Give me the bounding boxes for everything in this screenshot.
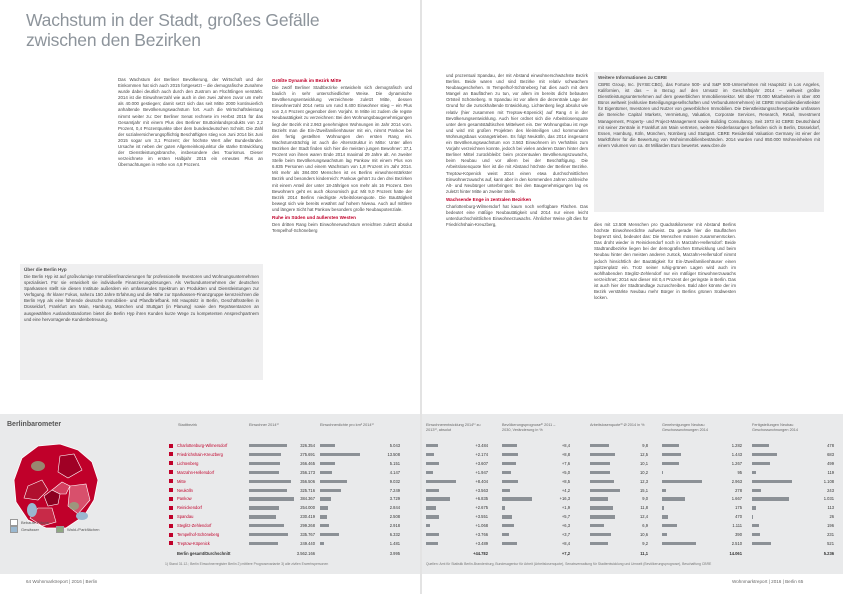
population-value: 325.716	[300, 487, 315, 493]
completions-bar	[752, 542, 771, 545]
prognosis-bar	[502, 515, 512, 518]
permits-value: 175	[735, 505, 742, 511]
barometer-title: Berlinbarometer	[7, 421, 62, 428]
density-value: 1.481	[389, 540, 400, 546]
district-name: Neukölln	[177, 487, 193, 493]
completions-value: 1.108	[823, 478, 834, 484]
table-row	[422, 460, 843, 467]
prognosis-value: +4,2	[561, 487, 570, 493]
unemployment-bar	[590, 506, 613, 509]
district-name: Lichtenberg	[177, 460, 199, 466]
permits-value: 1.267	[731, 460, 742, 466]
permits-value: 95	[737, 469, 742, 475]
unemployment-value: 12,5	[640, 451, 648, 457]
unemployment-value: 10,2	[640, 469, 648, 475]
development-bar	[426, 497, 450, 500]
density-value: 5.043	[389, 443, 400, 448]
header-einwohnerdichte: Einwohnerdichte pro km² 2014¹⁾	[320, 423, 374, 427]
cbre-text: CBRE Group, Inc. (NYSE:CBG), das Fortune 500- und S&P 500-Unternehmen mit Hauptsitz in Los Angeles, Kalifornien, ist das – in Bezug auf den Umsatz im Geschäftsjahr 2014 – weltweit größte Dienstleistungsunternehmen auf dem gewerblichen Immobiliensektor. Mit über 70.000 Mitarbeitern in über 400 Büros weltweit (exklusive Beteiligungsgesellschaften und Verbundunternehmen) ist CBRE Immobiliendienstleister für Eigentümer, Investoren und Nutzer von gewerblichen Immobilien. Die Dienstleistungsschwerpunkte umfassen die Bereiche Capital Markets, Vermietung, Valuation, Corporate Services, Research, Retail, Investment Management, Property- und Project-Management sowie Building Consultancy. Seit 1973 ist CBRE Deutschland mit seiner Zentrale in Frankfurt am Main vertreten, weitere Niederlassungen befinden sich in Berlin, Düsseldorf, Essen, Hamburg, Köln, München, Nürnberg und Stuttgart. CBRE Residential Valuation Germany ist einer der Marktführer für die Bewertung von Wohnimmobilienbeständen. 2014 wurden rund 850.000 Wohneinheiten mit einem Volumen von ca. 48 Milliarden Euro bewertet. www.cbre.de	[598, 82, 820, 148]
table-row	[165, 522, 415, 529]
unemployment-value: 12,3	[640, 478, 648, 484]
development-value: +2.675	[475, 505, 488, 511]
completions-value: 231	[827, 532, 834, 537]
permits-value: 1.282	[731, 443, 742, 448]
completions-value: 26	[829, 514, 834, 520]
district-name: Spandau	[177, 514, 194, 520]
completions-value: 5.236	[823, 550, 834, 556]
development-value: +2.174	[475, 451, 488, 457]
district-marker	[169, 515, 173, 519]
density-value: 3.995	[389, 550, 400, 556]
completions-bar	[752, 480, 792, 483]
header-stadtbezirk: Stadtbezirk	[178, 423, 197, 427]
development-bar	[426, 453, 434, 456]
permits-value: 2.510	[731, 540, 742, 546]
completions-bar	[752, 471, 756, 474]
density-bar	[320, 542, 324, 545]
unemployment-value: 6,9	[642, 523, 648, 529]
population-value: 254.000	[300, 505, 315, 511]
density-value: 2.918	[389, 523, 400, 529]
permits-bar	[662, 506, 664, 509]
district-name: Tempelhof-Schöneberg	[177, 532, 220, 537]
permits-value: 1.667	[731, 496, 742, 502]
unemployment-bar	[590, 533, 611, 536]
prognosis-bar	[502, 480, 518, 483]
prognosis-bar	[502, 506, 505, 509]
completions-value: 521	[827, 540, 834, 546]
prognosis-value: +8,5	[561, 478, 570, 484]
permits-value: 278	[735, 487, 742, 493]
population-value: 249.440	[300, 540, 315, 546]
completions-bar	[752, 489, 761, 492]
permits-bar	[662, 471, 663, 474]
completions-bar	[752, 515, 753, 518]
unemployment-bar	[590, 524, 604, 527]
table-row	[422, 487, 843, 494]
berlin-hyp-box	[20, 264, 263, 380]
prognosis-value: +7,6	[561, 460, 570, 466]
district-name: Mitte	[177, 478, 186, 484]
header-prognose: Bevölkerungsprognose²⁾ 2011 – 2030, Veränderung in %	[502, 423, 556, 432]
table-row	[422, 540, 843, 547]
permits-value: 390	[735, 532, 742, 537]
population-value: 3.562.166	[296, 550, 315, 556]
district-name: Friedrichshain-Kreuzberg	[177, 451, 223, 457]
header-arbeitslosenquote: Arbeitslosenquote³⁾ Ø 2014 in %	[590, 423, 645, 427]
table-row	[422, 469, 843, 476]
header-fertigstellungen: Fertigstellungen Neubau Geschosswohnungen 2014	[752, 423, 799, 432]
prognosis-bar	[502, 524, 514, 527]
development-value: +3.551	[475, 514, 488, 520]
table-total-row	[165, 550, 415, 557]
unemployment-value: 10,1	[640, 460, 648, 466]
development-value: +8.404	[475, 478, 488, 484]
density-bar	[320, 453, 360, 456]
development-bar	[426, 462, 439, 465]
density-bar	[320, 471, 332, 474]
development-value: +3.607	[475, 460, 488, 466]
density-bar	[320, 533, 339, 536]
population-bar	[249, 515, 276, 518]
column-2: Größte Dynamik im Bezirk Mitte Die zwölf Berliner Stadtbezirke entwickeln sich demografisch und baulich in sehr unterschiedlicher Weise. Die dynamische Bevölkerungsentwicklung verzeichnete zuletzt Mitte, dessen Einwohnerzahl 2014 netto um rund 8.400 Einwohner stieg – ein Plus von 2,4 Prozent gegenüber dem Vorjahr. In Mitte ist zudem die regste Neubautätigkeit zu verzeichnen: Bei den Wohnungsbaugenehmigungen liegt der Bezirk mit 2.963 genehmigten Wohnungen im Jahr 2014 vorn. Bezieht man die Ein-/Zweifamilienhäuser mit ein, nimmt Pankow bei den fertig gestellten Wohnungen den ersten Rang ein. Wachstumsträchtig ist auch die Altersstruktur in Mitte: Unter allen Bezirken der Stadt finden sich hier die meisten jungen Bewohner: 37,1 Prozent von ihnen waren Ende 2014 maximal 29 Jahre alt. An zweiter Stelle beim Bevölkerungswachstum lag Pankow mit einem Plus von 6.835 Personen und einem Wachstum von 1,8 Prozent im Jahr 2014. Mit mehr als 384.000 Menschen ist es Berlins einwohnerstärkster Bezirk und besonders kinderreich: Pankow gehört zu den drei Bezirken mit einem Anteil der unter 18-Jährigen von mehr als 16 Prozent. Den Bewohnern geht es auch ökonomisch gut: Mit 9,0 Prozent hatte der Bezirk 2014 Berlins niedrigste Arbeitslosenquote. Die Bautätigkeit bewegt sich wie bereits erwähnt auf hohem Niveau. Auch auf mittlere und längere Sicht hat Pankow besonders große Neubaupotenziale. Ruhe im Süden und äußersten Westen Den dritten Rang beim Einwohnerwachstum erreichten zuletzt absolut Tempelhof-Schöneberg	[272, 78, 412, 234]
completions-value: 683	[827, 451, 834, 457]
table-row	[422, 442, 843, 449]
district-marker	[169, 497, 173, 501]
district-marker	[169, 452, 173, 456]
completions-value: 113	[827, 505, 834, 511]
district-name: Treptow-Köpenick	[177, 540, 210, 546]
table-total-row	[422, 550, 843, 557]
cbre-heading: Weitere Informationen zu CBRE	[598, 75, 668, 80]
development-bar	[426, 524, 430, 527]
section-heading-enge: Wachsende Enge in zentralen Bezirken	[446, 196, 532, 202]
table-row	[165, 478, 415, 485]
completions-value: 499	[827, 460, 834, 466]
prognosis-value: +3,7	[561, 532, 570, 537]
development-value: +6.835	[475, 496, 488, 502]
density-bar	[320, 497, 331, 500]
development-value: +44.782	[473, 550, 488, 556]
density-value: 7.249	[389, 487, 400, 493]
district-marker	[169, 444, 173, 448]
density-value: 4.147	[389, 469, 400, 475]
prognosis-value: +8,8	[561, 451, 570, 457]
development-bar	[426, 515, 439, 518]
unemployment-bar	[590, 489, 620, 492]
completions-bar	[752, 524, 759, 527]
permits-bar	[662, 462, 679, 465]
unemployment-bar	[590, 471, 610, 474]
table-row	[165, 540, 415, 547]
column-3: und prozentual Spandau, der mit Abstand einwohnerschwächste Bezirk Berlins. Beide waren und sind Bezirke mit relativ schwachem Neubaugeschehen. In Tempelhof-Schöneberg hat dies auch mit dem Mangel an Bauflächen zu tun, vor allem im bereits dicht bebauten Ortsteil Schöneberg. In Spandau ist vor allem die dezentrale Lage der Grund für die zurückhaltende Entwicklung. Lichtenberg liegt absolut wie relativ (hier zusammen mit Treptow-Köpenick) auf Rang 4 in der Bevölkerungsentwicklung. Auch hier ordnet sich die Arbeitslosenquote unter dem gesamtstädtischen Mittelwert ein. Der Wohnungsbau ist rege und wird mit großen Projekten des kleinteiligen und kommunalen Wohnungsbaus vorangetrieben. Es folgt Neukölln, das 2014 insgesamt ein Bevölkerungswachstum von 3.563 Einwohnern im Verhältnis zum Vorjahr verzeichnen konnte, jedoch bei vielen anderen Daten hinter dem Berliner Mittel zurückbleibt: beim prozentualen Bevölkerungszuwachs, beim Neubau und vor allem bei der Beschäftigung. Die Arbeitslosenquote hier ist die mit Abstand höchste der Berliner Bezirke. Treptow-Köpenick weist 2014 einen etwa durchschnittlichen Einwohnerzuwachs auf, kann aber in den kommenden Jahren zahlreiche Alt- und Neubürger unterbringen: Bei den Baugenehmigungen lag es zuletzt hinter Mitte an zweiter Stelle. Wachsende Enge in zentralen Bezirken Charlottenburg-Wilmersdorf hat kaum noch verfügbare Flächen. Das bedeutet eine mäßige Neubautätigkeit und 2014 nur einen leicht unterdurchschnittlichen Einwohnerzuwachs. Ähnlicher Weise gilt dies für Friedrichshain-Kreuzberg,	[446, 73, 588, 228]
district-marker	[169, 524, 173, 528]
population-value: 384.367	[300, 496, 315, 502]
header-einwohnerentwicklung: Einwohnerentwicklung 2014¹⁾ zu 2013¹⁾, absolut	[426, 423, 481, 432]
permits-bar	[662, 453, 681, 456]
density-bar	[320, 462, 335, 465]
unemployment-bar	[590, 444, 609, 447]
development-value: +3.484	[475, 443, 488, 448]
folio-right: Wohnmarktreport | 2016 | Berlin 65	[732, 579, 804, 584]
section-heading-sueden: Ruhe im Süden und äußersten Westen	[272, 214, 356, 220]
prognosis-value: +1,9	[561, 505, 570, 511]
table-row	[422, 451, 843, 458]
berlin-hyp-heading: Über die Berlin Hyp	[24, 267, 67, 272]
unemployment-value: 12,4	[640, 514, 648, 520]
completions-bar	[752, 533, 760, 536]
legend-item-wald: Wald-/Parkflächen	[56, 526, 100, 533]
table-row	[165, 487, 415, 494]
page-title: Wachstum in der Stadt, großes Gefälle zwischen den Bezirken	[26, 10, 320, 50]
development-value: +1.947	[475, 469, 488, 475]
development-bar	[426, 489, 439, 492]
district-name: Reinickendorf	[177, 505, 203, 511]
development-value: +3.489	[475, 540, 488, 546]
unemployment-value: 15,1	[640, 487, 648, 493]
unemployment-value: 9,2	[642, 540, 648, 546]
table-row	[165, 460, 415, 467]
district-name: Berlin gesamt/Durchschnitt	[177, 550, 231, 556]
completions-bar	[752, 506, 756, 509]
density-value: 3.729	[389, 496, 400, 502]
development-value: +3.766	[475, 532, 488, 537]
unemployment-value: 11,1	[640, 550, 648, 556]
district-marker	[169, 533, 173, 537]
completions-value: 196	[827, 523, 834, 529]
prognosis-value: +5,0	[561, 469, 570, 475]
prognosis-value: +8,4	[561, 540, 570, 546]
berlinbarometer-panel-left	[0, 414, 421, 574]
prognosis-value: +8,4	[561, 443, 570, 448]
density-value: 2.844	[389, 505, 400, 511]
permits-bar	[662, 533, 667, 536]
cbre-box	[594, 72, 824, 212]
permits-value: 1.443	[731, 451, 742, 457]
completions-bar	[752, 497, 789, 500]
unemployment-value: 9,8	[642, 443, 648, 448]
population-value: 230.419	[300, 514, 315, 520]
intro-text: Das Wachstum der Berliner Bevölkerung, der Wirtschaft und der Einkommen hat sich auch 2015 fortgesetzt – die demografische Zunahme wurde dabei deutlich auch durch den Zustrom an Flüchtlingen verstärkt. 2014 ist die Einwohnerzahl wie auch in den zwei Jahren zuvor um mehr als 40.000 gestiegen; damit setzt sich das seit Mitte 2000 kontinuierlich anhaltende Bevölkerungswachstum fort. Auch die Wirtschaftsleistung nimmt weiter zu: Der Berliner Senat rechnete im Herbst 2015 für das Gesamtjahr mit einem Plus des Berliner Bruttoinlandsprodukts von 2,2 Prozent, 0,4 Prozentpunkte über dem bundesdeutschen Schnitt. Die Zahl der sozialversicherungspflichtig Beschäftigten stieg von Juni 2014 bis Juni 2015 sogar um 3,1 Prozent; der höchste Wert aller Bundesländer. Ursache ist neben der guten Allgemeinkonjunktur die starke Entwicklung der Dienstleistungsbranche, insbesondere des Tourismus. Dieser verzeichnete im ersten Halbjahr 2015 ein erneutes Plus an Übernachtungen in Höhe von 4,8 Prozent.	[118, 77, 263, 168]
prognosis-bar	[502, 497, 532, 500]
district-marker	[169, 541, 173, 545]
population-value: 275.691	[300, 451, 315, 457]
density-bar	[320, 515, 327, 518]
column-4: dies mit 13.508 Menschen pro Quadratkilometer mit Abstand Berlins höchste Einwohnerdichte aufweist. Da gerade hier die Bauflächen begrenzt sind, bedeutet das: Die Menschen müssen zusammenrücken. Das droht wieder in Reinickendorf noch in Marzahn-Hellersdorf: Beide Stadtrandbezirke liegen bei der demografischen Entwicklung und beim Neubau hinter den meisten anderen zurück, Marzahn-Hellersdorf nimmt jedoch hinsichtlich der Bautätigkeit für Ein-/Zweifamilienhäuser einen Spitzenplatz ein. Trotz seiner ruhig-grünen Lagen wird auch im wohlhabenden Steglitz-Zehlendorf nur ein mäßiger Einwohnerzuwachs verzeichnet; 2014 war dieser mit 0,4 Prozent der geringste in Berlin. Das ist auch hier der Stadtrandlage zuzuschreiben. Bald aber könnte der im Bezirk verstärkte Neubau mehr Bürger in Berlins grünen Südwesten locken.	[594, 222, 736, 301]
table-row	[422, 522, 843, 529]
unemployment-bar	[590, 480, 614, 483]
table-row	[422, 495, 843, 502]
prognosis-bar	[502, 489, 510, 492]
table-row	[422, 513, 843, 520]
header-einwohner: Einwohner 2014¹⁾	[249, 423, 279, 427]
population-bar	[249, 542, 278, 545]
permits-bar	[662, 524, 677, 527]
district-name: Marzahn-Hellersdorf	[177, 469, 215, 475]
unemployment-value: 10,6	[640, 532, 648, 537]
permits-value: 470	[735, 514, 742, 520]
unemployment-value: 9,0	[642, 496, 648, 502]
header-genehmigungen: Genehmigungen Neubau Geschosswohnungen 2014	[662, 423, 709, 432]
table-row	[165, 442, 415, 449]
permits-bar	[662, 489, 666, 492]
density-value: 13.508	[387, 451, 400, 457]
unemployment-bar	[590, 453, 615, 456]
prognosis-bar	[502, 471, 511, 474]
district-marker	[169, 479, 173, 483]
section-heading-mitte: Größte Dynamik im Bezirk Mitte	[272, 78, 342, 83]
map-legend	[10, 519, 100, 533]
permits-bar	[662, 515, 668, 518]
completions-value: 1.031	[823, 496, 834, 502]
prognosis-bar	[502, 533, 509, 536]
completions-bar	[752, 453, 777, 456]
population-value: 335.767	[300, 532, 315, 537]
prognosis-value: +16,3	[559, 496, 570, 502]
prognosis-bar	[502, 453, 518, 456]
completions-bar	[752, 444, 769, 447]
development-bar	[426, 444, 438, 447]
completions-bar	[752, 462, 770, 465]
district-marker	[169, 470, 173, 474]
permits-value: 2.963	[731, 478, 742, 484]
prognosis-value: +6,3	[561, 523, 570, 529]
district-marker	[169, 461, 173, 465]
table-row	[422, 478, 843, 485]
development-bar	[426, 506, 436, 509]
table-row	[422, 504, 843, 511]
population-value: 356.506	[300, 478, 315, 484]
density-value: 2.508	[389, 514, 400, 520]
table-row	[165, 504, 415, 511]
unemployment-value: 11,8	[640, 505, 648, 511]
table-row	[165, 451, 415, 458]
permits-bar	[662, 542, 696, 545]
table-row	[422, 531, 843, 538]
density-bar	[320, 444, 335, 447]
completions-value: 478	[827, 443, 834, 448]
prognosis-bar	[502, 444, 517, 447]
unemployment-bar	[590, 497, 608, 500]
prognosis-value: +7,2	[561, 550, 570, 556]
berlin-hyp-text: Die Berlin Hyp ist auf großvolumige Immobilienfinanzierungen für professionelle Investoren und Wohnungsunternehmen spezialisiert. Für sie entwickelt sie individuelle Finanzierungslösungen. Als Verbundunternehmen der deutschen Sparkassen stellt sie diesen Institute außerdem ein umfassendes Spektrum an Produkten und Dienstleistungen zur Verfügung. Ihr klarer Fokus, nahezu 150 Jahre Erfahrung und die Nähe zur Sparkassen-Finanzgruppe kennzeichnen die Berlin Hyp als eine führende deutsche Immobilien- und Pfandbriefbank. Mit Hauptsitz in Berlin, Geschäftsstellen in Düsseldorf, Frankfurt am Main, Hamburg, München und Stuttgart (in Planung) sowie den Repräsentanzen an ausgewählten Auslandsstandorten bietet die Berlin Hyp ihren Kunden kurze Wege zu kompetenten Ansprechpartnern und eine hervorragende Kundenbetreuung.	[24, 274, 259, 322]
permits-bar	[662, 480, 702, 483]
density-value: 5.151	[389, 460, 400, 466]
population-value: 299.268	[300, 523, 315, 529]
table-row	[165, 513, 415, 520]
density-bar	[320, 524, 329, 527]
prognosis-value: +5,7	[561, 514, 570, 520]
legend-item-gewaesser: Gewässer	[10, 526, 49, 533]
unemployment-bar	[590, 515, 615, 518]
unemployment-bar	[590, 462, 610, 465]
population-value: 256.173	[300, 469, 315, 475]
district-name: Steglitz-Zehlendorf	[177, 523, 212, 529]
permits-bar	[662, 444, 679, 447]
population-value: 326.354	[300, 443, 315, 448]
density-bar	[320, 480, 347, 483]
district-marker	[169, 488, 173, 492]
district-marker	[169, 506, 173, 510]
development-bar	[426, 471, 433, 474]
permits-bar	[662, 497, 685, 500]
population-value: 266.465	[300, 460, 315, 466]
table-row	[165, 531, 415, 538]
density-bar	[320, 506, 328, 509]
folio-left: 64 Wohnmarktreport | 2016 | Berlin	[26, 579, 98, 584]
density-value: 9.032	[389, 478, 400, 484]
prognosis-bar	[502, 542, 517, 545]
development-value: +3.563	[475, 487, 488, 493]
legend-item-bebaut: Bebaute Fläche	[10, 519, 49, 526]
prognosis-bar	[502, 462, 516, 465]
table-row	[165, 495, 415, 502]
density-value: 6.332	[389, 532, 400, 537]
district-name: Pankow	[177, 496, 192, 502]
district-name: Charlottenburg-Wilmersdorf	[177, 443, 228, 448]
development-value: +1.068	[475, 523, 488, 529]
unemployment-bar	[590, 542, 608, 545]
berlinbarometer-panel-right	[422, 414, 843, 574]
permits-value: 14.061	[729, 550, 742, 556]
development-bar	[426, 533, 439, 536]
completions-value: 243	[827, 487, 834, 493]
footnote-right: Quellen: Amt für Statistik Berlin-Brandenburg, Bundesagentur für Arbeit (Arbeitslosenquote), Senatsverwaltung für Stadtentwicklung und Umwelt (Bevölkerungsprognose), Beschaffung CBRE	[426, 562, 712, 566]
left-page	[0, 0, 421, 594]
table-row	[165, 469, 415, 476]
completions-value: 119	[827, 469, 834, 475]
footnote-left: 1) Stand 31.12.; Berlin Einwohnerregister Berlin 2) mittlere Prognosevariante 3) alle zivilen Erwerbspersonen	[165, 562, 329, 566]
development-bar	[426, 542, 438, 545]
density-bar	[320, 489, 341, 492]
permits-value: 1.111	[732, 523, 742, 529]
